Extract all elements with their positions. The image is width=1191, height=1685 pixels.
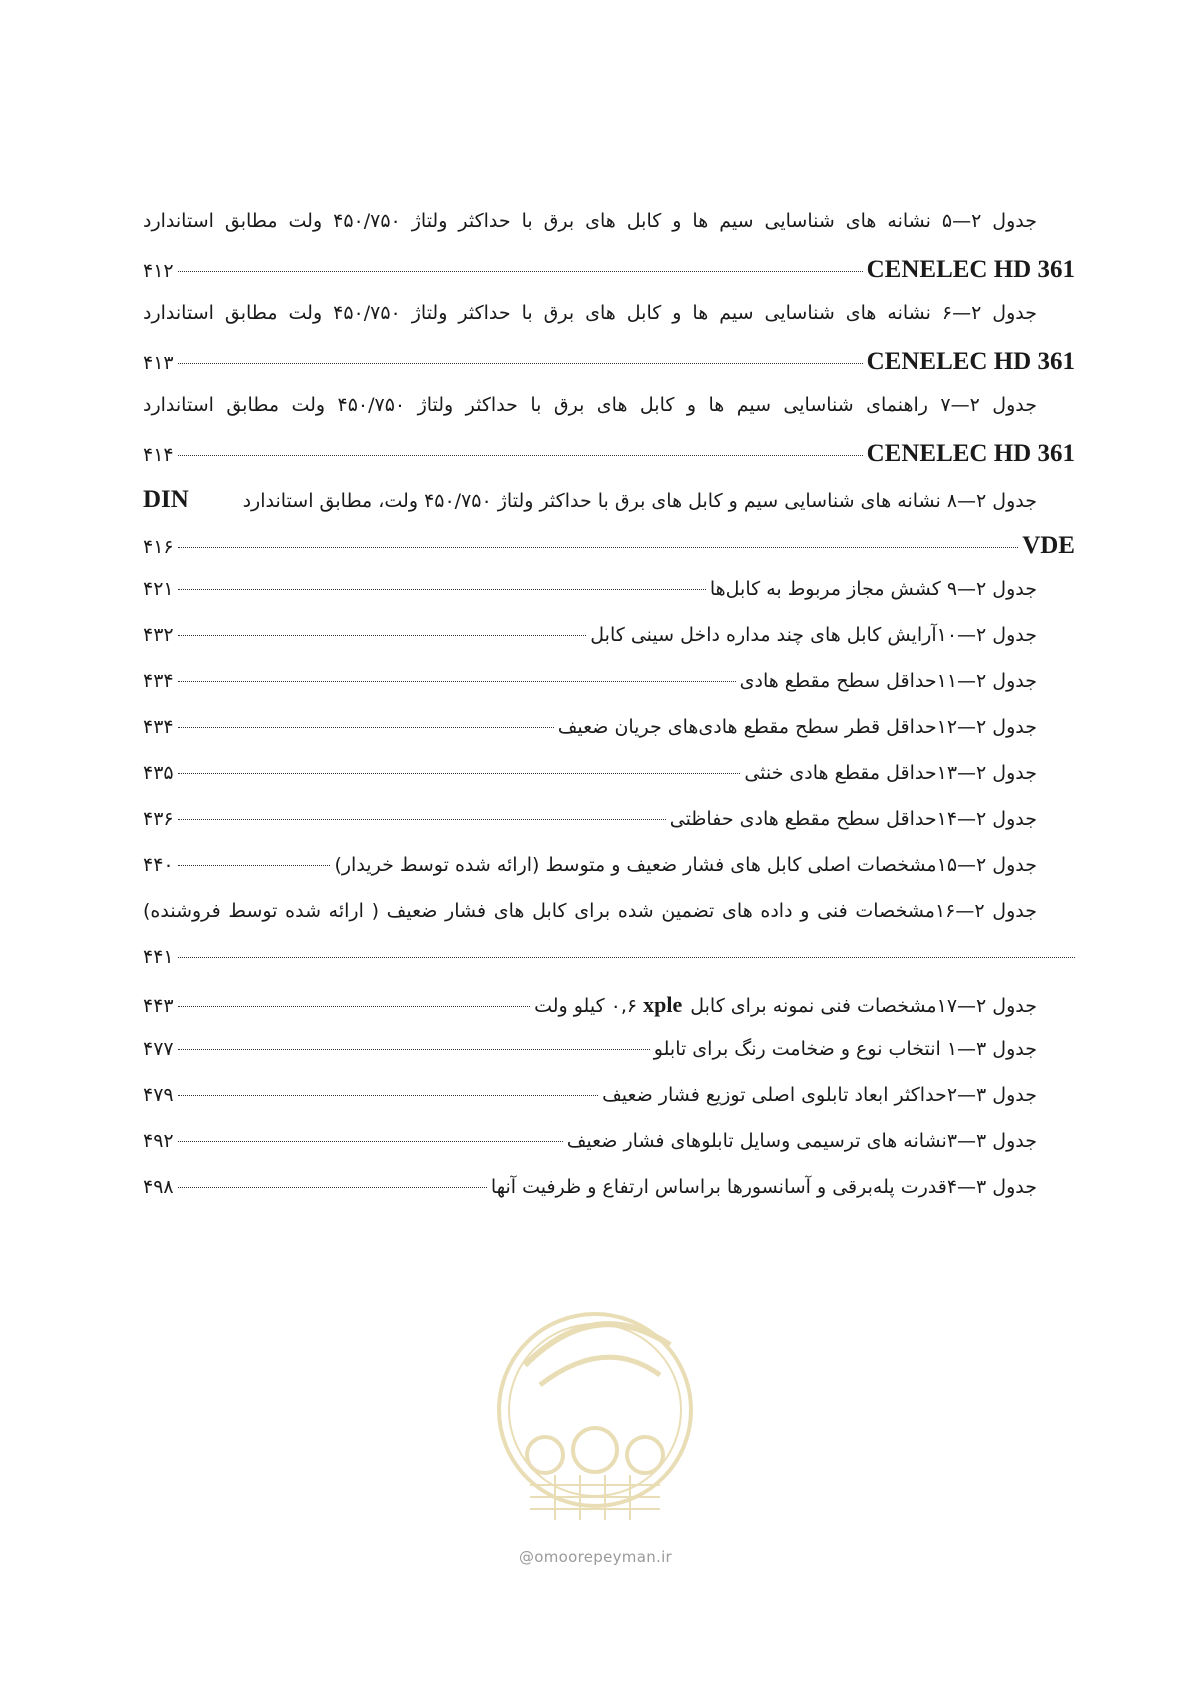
toc-entry-title: جدول ۲—۱۳حداقل مقطع هادی خنثی	[744, 762, 1037, 784]
toc-entry-line	[143, 578, 1075, 624]
toc-entry-title-line	[143, 486, 1075, 532]
toc-entry-page: ۴۲۱	[143, 578, 174, 600]
toc-entry-title: جدول ۲—۹ کشش مجاز مربوط به کابل‌ها	[709, 578, 1037, 600]
toc-entry-continuation	[143, 348, 1075, 394]
toc-entry-cable-type: xple	[643, 992, 683, 1017]
toc-entry-title-suffix: ۰,۶ کیلو ولت	[534, 995, 638, 1017]
toc-entry[interactable]	[143, 670, 1075, 716]
toc-entry-page: ۴۳۶	[143, 808, 174, 830]
toc-entry[interactable]	[143, 1038, 1075, 1084]
dot-leader	[178, 1095, 598, 1096]
toc-entry-line	[143, 1130, 1075, 1176]
toc-entry[interactable]	[143, 992, 1075, 1038]
toc-entry-line	[143, 716, 1075, 762]
dot-leader	[178, 635, 587, 636]
toc-entry-standard: CENELEC HD 361	[866, 348, 1075, 375]
toc-entry[interactable]	[143, 1176, 1075, 1222]
toc-entry-page: ۴۷۹	[143, 1084, 174, 1106]
toc-entry[interactable]	[143, 716, 1075, 762]
toc-entry-line	[143, 1084, 1075, 1130]
toc-entry-title: جدول ۲—۱۰آرایش کابل های چند مداره داخل سینی کابل	[590, 624, 1037, 646]
toc-entry-title-line	[143, 900, 1075, 946]
toc-entry-title: جدول ۲—۱۲حداقل قطر سطح مقطع هادی‌های جریان ضعیف	[557, 716, 1037, 738]
toc-entry-line	[143, 762, 1075, 808]
dot-leader	[178, 363, 863, 364]
watermark-url: @omoorepeyman.ir	[518, 1548, 673, 1566]
toc-entry-page: ۴۷۷	[143, 1038, 174, 1060]
toc-entry-title: جدول ۲—۶ نشانه های شناسایی سیم ها و کابل های برق با حداکثر ولتاژ ۴۵۰/۷۵۰ ولت مطابق استاندارد	[143, 302, 1037, 324]
toc-entry-title: جدول ۲—۷ راهنمای شناسایی سیم ها و کابل های برق با حداکثر ولتاژ ۴۵۰/۷۵۰ ولت مطابق استاندارد	[143, 394, 1037, 416]
toc-entry-page: ۴۹۸	[143, 1176, 174, 1198]
toc-entry-page: ۴۳۴	[143, 670, 174, 692]
toc-entry-title: جدول ۳—۱ انتخاب نوع و ضخامت رنگ برای تابلو	[653, 1038, 1037, 1060]
toc-entry-title: جدول ۲—۱۷مشخصات فنی نمونه برای کابل	[690, 995, 1037, 1017]
dot-leader	[178, 589, 706, 590]
dot-leader	[178, 1006, 530, 1007]
toc-entry[interactable]	[143, 1130, 1075, 1176]
toc-entry[interactable]	[143, 486, 1075, 578]
dot-leader	[178, 819, 666, 820]
toc-entry-page: ۴۱۶	[143, 536, 174, 558]
toc-entry-continuation	[143, 256, 1075, 302]
toc-entry-title: جدول ۲—۸ نشانه های شناسایی سیم و کابل های برق با حداکثر ولتاژ ۴۵۰/۷۵۰ ولت، مطابق استاندارد	[242, 490, 1037, 512]
dot-leader	[178, 727, 554, 728]
toc-entry[interactable]	[143, 578, 1075, 624]
toc-entry-standard: DIN	[143, 486, 189, 513]
toc-entry-title-line	[143, 210, 1075, 256]
toc-entry-page: ۴۴۱	[143, 946, 174, 968]
toc-entry-page: ۴۱۲	[143, 260, 174, 282]
toc-entry-title: جدول ۳—۴قدرت پله‌برقی و آسانسورها براساس ارتفاع و ظرفیت آنها	[490, 1176, 1037, 1198]
watermark-logo	[485, 1275, 705, 1575]
toc-entry[interactable]	[143, 394, 1075, 486]
toc-entry-page: ۴۳۵	[143, 762, 174, 784]
seal-icon	[485, 1275, 705, 1545]
toc-entry-title: جدول ۲—۱۱حداقل سطح مقطع هادی	[739, 670, 1037, 692]
dot-leader	[178, 455, 863, 456]
toc-entry[interactable]	[143, 808, 1075, 854]
toc-entry[interactable]	[143, 624, 1075, 670]
toc-entry-standard: VDE	[1022, 532, 1075, 559]
toc-entry-title: جدول ۳—۲حداکثر ابعاد تابلوی اصلی توزیع فشار ضعیف	[602, 1084, 1037, 1106]
toc-entry-line	[143, 854, 1075, 900]
toc-entry-page: ۴۹۲	[143, 1130, 174, 1152]
toc-entry-continuation	[143, 440, 1075, 486]
dot-leader	[178, 681, 736, 682]
toc-entry[interactable]	[143, 302, 1075, 394]
toc-entry[interactable]	[143, 210, 1075, 302]
table-of-tables	[143, 210, 1075, 1222]
toc-entry-title-line	[143, 394, 1075, 440]
toc-entry-title-line	[143, 302, 1075, 348]
toc-entry-standard: CENELEC HD 361	[866, 440, 1075, 467]
dot-leader	[178, 865, 331, 866]
toc-entry[interactable]	[143, 762, 1075, 808]
dot-leader	[178, 1187, 487, 1188]
dot-leader	[178, 1141, 563, 1142]
toc-entry-page: ۴۳۴	[143, 716, 174, 738]
toc-entry[interactable]	[143, 1084, 1075, 1130]
toc-entry-page: ۴۳۲	[143, 624, 174, 646]
toc-entry-line	[143, 808, 1075, 854]
toc-entry-continuation	[143, 532, 1075, 578]
toc-entry-title: جدول ۲—۵ نشانه های شناسایی سیم ها و کابل های برق با حداکثر ولتاژ ۴۵۰/۷۵۰ ولت مطابق استاندارد	[143, 210, 1037, 232]
toc-entry-title: جدول ۳—۳نشانه های ترسیمی وسایل تابلوهای فشار ضعیف	[566, 1130, 1037, 1152]
toc-entry-continuation	[143, 946, 1075, 992]
toc-entry-line	[143, 992, 1075, 1038]
toc-entry-page: ۴۴۳	[143, 995, 174, 1017]
dot-leader	[178, 271, 863, 272]
toc-entry-line	[143, 1038, 1075, 1084]
dot-leader	[178, 547, 1019, 548]
toc-entry-title: جدول ۲—۱۶مشخصات فنی و داده های تضمین شده برای کابل های فشار ضعیف ( ارائه شده توسط فروشنده)	[143, 900, 1037, 922]
toc-entry-standard: CENELEC HD 361	[866, 256, 1075, 283]
toc-entry-page: ۴۱۴	[143, 444, 174, 466]
toc-entry[interactable]	[143, 900, 1075, 992]
toc-entry-page: ۴۱۳	[143, 352, 174, 374]
toc-entry-line	[143, 624, 1075, 670]
toc-entry-line	[143, 1176, 1075, 1222]
toc-entry-title: جدول ۲—۱۵مشخصات اصلی کابل های فشار ضعیف و متوسط (ارائه شده توسط خریدار)	[334, 854, 1037, 876]
toc-entry-line	[143, 670, 1075, 716]
toc-entry[interactable]	[143, 854, 1075, 900]
toc-entry-title: جدول ۲—۱۴حداقل سطح مقطع هادی حفاظتی	[669, 808, 1037, 830]
toc-entry-page: ۴۴۰	[143, 854, 174, 876]
dot-leader	[178, 957, 1075, 958]
dot-leader	[178, 1049, 650, 1050]
dot-leader	[178, 773, 741, 774]
